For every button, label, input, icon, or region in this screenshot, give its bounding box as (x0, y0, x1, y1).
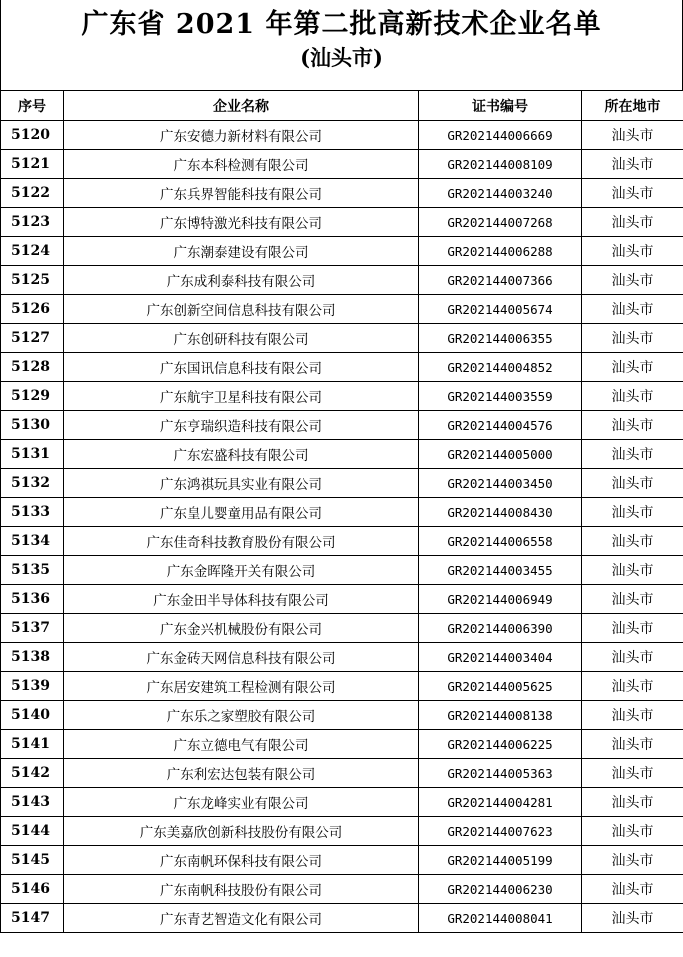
row-seq: 5140 (1, 701, 64, 730)
row-company-name: 广东博特激光科技有限公司 (64, 208, 419, 237)
row-cert-number: GR202144006288 (419, 237, 582, 266)
row-city: 汕头市 (582, 150, 683, 179)
table-row (1, 788, 683, 817)
row-seq: 5145 (1, 846, 64, 875)
table-row (1, 295, 683, 324)
table-body (1, 121, 683, 933)
row-cert-number: GR202144005674 (419, 295, 582, 324)
row-company-name: 广东皇儿婴童用品有限公司 (64, 498, 419, 527)
row-city: 汕头市 (582, 904, 683, 933)
row-city: 汕头市 (582, 643, 683, 672)
row-cert-number: GR202144006558 (419, 527, 582, 556)
row-company-name: 广东金砖天网信息科技有限公司 (64, 643, 419, 672)
row-city: 汕头市 (582, 556, 683, 585)
row-cert-number: GR202144006225 (419, 730, 582, 759)
row-city: 汕头市 (582, 440, 683, 469)
row-seq: 5123 (1, 208, 64, 237)
column-header-name: 企业名称 (64, 91, 419, 121)
row-company-name: 广东潮泰建设有限公司 (64, 237, 419, 266)
row-seq: 5143 (1, 788, 64, 817)
row-cert-number: GR202144003240 (419, 179, 582, 208)
table-row (1, 904, 683, 933)
table-row (1, 469, 683, 498)
row-cert-number: GR202144004852 (419, 353, 582, 382)
row-city: 汕头市 (582, 875, 683, 904)
row-cert-number: GR202144006949 (419, 585, 582, 614)
row-seq: 5122 (1, 179, 64, 208)
row-city: 汕头市 (582, 527, 683, 556)
table-row (1, 701, 683, 730)
row-seq: 5121 (1, 150, 64, 179)
row-seq: 5139 (1, 672, 64, 701)
row-company-name: 广东创新空间信息科技有限公司 (64, 295, 419, 324)
row-city: 汕头市 (582, 614, 683, 643)
table-row (1, 382, 683, 411)
row-cert-number: GR202144006669 (419, 121, 582, 150)
row-cert-number: GR202144003450 (419, 469, 582, 498)
row-city: 汕头市 (582, 179, 683, 208)
row-company-name: 广东航宇卫星科技有限公司 (64, 382, 419, 411)
row-company-name: 广东居安建筑工程检测有限公司 (64, 672, 419, 701)
column-header-seq: 序号 (1, 91, 64, 121)
row-cert-number: GR202144008138 (419, 701, 582, 730)
row-city: 汕头市 (582, 730, 683, 759)
table-row (1, 324, 683, 353)
row-cert-number: GR202144008430 (419, 498, 582, 527)
row-cert-number: GR202144003455 (419, 556, 582, 585)
row-cert-number: GR202144004576 (419, 411, 582, 440)
row-cert-number: GR202144006230 (419, 875, 582, 904)
row-cert-number: GR202144003404 (419, 643, 582, 672)
row-city: 汕头市 (582, 498, 683, 527)
table-row (1, 150, 683, 179)
row-company-name: 广东成利泰科技有限公司 (64, 266, 419, 295)
row-city: 汕头市 (582, 324, 683, 353)
row-company-name: 广东国讯信息科技有限公司 (64, 353, 419, 382)
column-header-cert: 证书编号 (419, 91, 582, 121)
enterprise-table (0, 90, 683, 933)
table-header-row (1, 91, 683, 121)
row-seq: 5134 (1, 527, 64, 556)
row-seq: 5132 (1, 469, 64, 498)
table-row (1, 846, 683, 875)
row-cert-number: GR202144007268 (419, 208, 582, 237)
table-row (1, 121, 683, 150)
row-company-name: 广东创研科技有限公司 (64, 324, 419, 353)
row-city: 汕头市 (582, 382, 683, 411)
row-seq: 5135 (1, 556, 64, 585)
row-seq: 5126 (1, 295, 64, 324)
row-seq: 5147 (1, 904, 64, 933)
row-company-name: 广东佳奇科技教育股份有限公司 (64, 527, 419, 556)
row-city: 汕头市 (582, 817, 683, 846)
column-header-city: 所在地市 (582, 91, 683, 121)
row-seq: 5141 (1, 730, 64, 759)
row-cert-number: GR202144005199 (419, 846, 582, 875)
table-row (1, 614, 683, 643)
row-seq: 5146 (1, 875, 64, 904)
row-cert-number: GR202144005363 (419, 759, 582, 788)
table-row (1, 585, 683, 614)
row-cert-number: GR202144004281 (419, 788, 582, 817)
row-city: 汕头市 (582, 208, 683, 237)
row-seq: 5128 (1, 353, 64, 382)
row-seq: 5127 (1, 324, 64, 353)
row-company-name: 广东鸿祺玩具实业有限公司 (64, 469, 419, 498)
row-company-name: 广东南帆环保科技有限公司 (64, 846, 419, 875)
row-seq: 5133 (1, 498, 64, 527)
table-row (1, 672, 683, 701)
row-seq: 5144 (1, 817, 64, 846)
row-company-name: 广东本科检测有限公司 (64, 150, 419, 179)
row-city: 汕头市 (582, 759, 683, 788)
row-cert-number: GR202144006390 (419, 614, 582, 643)
page-title: 广东省 2021 年第二批高新技术企业名单 (81, 9, 602, 40)
row-company-name: 广东南帆科技股份有限公司 (64, 875, 419, 904)
row-cert-number: GR202144007623 (419, 817, 582, 846)
row-seq: 5120 (1, 121, 64, 150)
row-seq: 5131 (1, 440, 64, 469)
row-cert-number: GR202144008109 (419, 150, 582, 179)
table-row (1, 730, 683, 759)
row-seq: 5125 (1, 266, 64, 295)
row-city: 汕头市 (582, 585, 683, 614)
row-city: 汕头市 (582, 121, 683, 150)
table-row (1, 208, 683, 237)
row-city: 汕头市 (582, 353, 683, 382)
row-company-name: 广东利宏达包装有限公司 (64, 759, 419, 788)
row-cert-number: GR202144005000 (419, 440, 582, 469)
row-cert-number: GR202144006355 (419, 324, 582, 353)
document-header (0, 0, 683, 90)
row-company-name: 广东宏盛科技有限公司 (64, 440, 419, 469)
row-cert-number: GR202144003559 (419, 382, 582, 411)
table-row (1, 875, 683, 904)
row-cert-number: GR202144008041 (419, 904, 582, 933)
row-seq: 5124 (1, 237, 64, 266)
table-row (1, 817, 683, 846)
table-row (1, 411, 683, 440)
row-company-name: 广东乐之家塑胶有限公司 (64, 701, 419, 730)
table-row (1, 498, 683, 527)
row-company-name: 广东龙峰实业有限公司 (64, 788, 419, 817)
row-company-name: 广东安德力新材料有限公司 (64, 121, 419, 150)
row-city: 汕头市 (582, 846, 683, 875)
row-city: 汕头市 (582, 788, 683, 817)
row-city: 汕头市 (582, 701, 683, 730)
row-company-name: 广东金晖隆开关有限公司 (64, 556, 419, 585)
row-company-name: 广东兵界智能科技有限公司 (64, 179, 419, 208)
row-seq: 5137 (1, 614, 64, 643)
row-company-name: 广东立德电气有限公司 (64, 730, 419, 759)
table-row (1, 759, 683, 788)
row-seq: 5130 (1, 411, 64, 440)
table-row (1, 179, 683, 208)
table-row (1, 237, 683, 266)
row-city: 汕头市 (582, 411, 683, 440)
row-company-name: 广东金兴机械股份有限公司 (64, 614, 419, 643)
table-row (1, 556, 683, 585)
table-row (1, 643, 683, 672)
row-company-name: 广东青艺智造文化有限公司 (64, 904, 419, 933)
row-cert-number: GR202144007366 (419, 266, 582, 295)
row-cert-number: GR202144005625 (419, 672, 582, 701)
row-city: 汕头市 (582, 266, 683, 295)
row-seq: 5138 (1, 643, 64, 672)
row-city: 汕头市 (582, 672, 683, 701)
row-seq: 5142 (1, 759, 64, 788)
table-row (1, 353, 683, 382)
row-city: 汕头市 (582, 469, 683, 498)
row-company-name: 广东美嘉欣创新科技股份有限公司 (64, 817, 419, 846)
row-seq: 5129 (1, 382, 64, 411)
table-row (1, 266, 683, 295)
row-city: 汕头市 (582, 237, 683, 266)
page-subtitle: (汕头市) (300, 45, 383, 70)
table-row (1, 440, 683, 469)
table-row (1, 527, 683, 556)
row-company-name: 广东金田半导体科技有限公司 (64, 585, 419, 614)
row-city: 汕头市 (582, 295, 683, 324)
row-company-name: 广东亨瑞织造科技有限公司 (64, 411, 419, 440)
row-seq: 5136 (1, 585, 64, 614)
